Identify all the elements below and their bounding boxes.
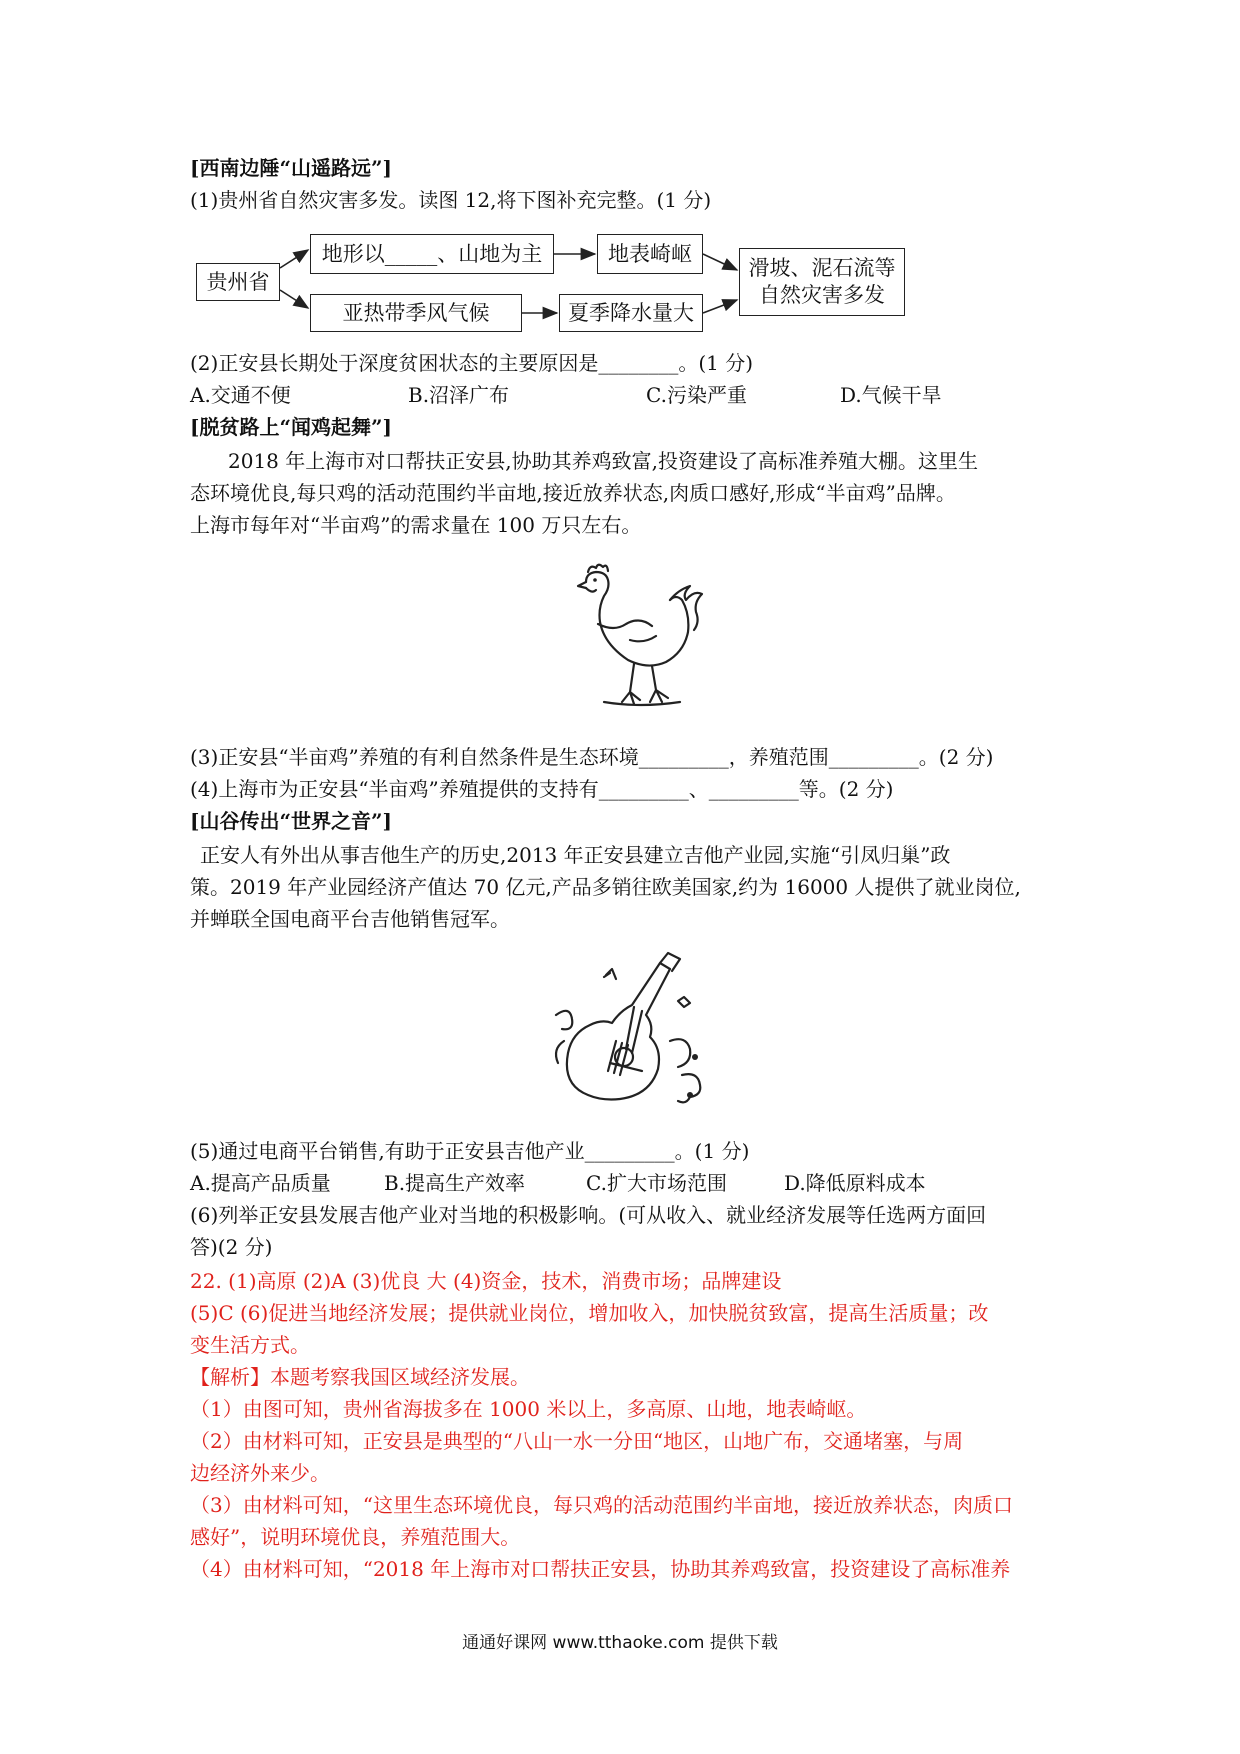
- paragraph-guitar-line3: 并蝉联全国电商平台吉他销售冠军。: [190, 907, 510, 931]
- q5-option-b: B.提高生产效率: [384, 1171, 526, 1195]
- answer-line2: (5)C (6)促进当地经济发展；提供就业岗位，增加收入，加快脱贫致富，提高生活质量；改: [190, 1301, 989, 1325]
- section-heading-guitar: [山谷传出“世界之音”]: [190, 809, 392, 833]
- answer-line1: 22. (1)高原 (2)A (3)优良 大 (4)资金，技术，消费市场；品牌建设: [190, 1269, 782, 1293]
- analysis-2-line2: 边经济外来少。: [190, 1461, 330, 1485]
- question-2: (2)正安县长期处于深度贫困状态的主要原因是________。(1 分): [190, 351, 754, 375]
- q5-option-d: D.降低原料成本: [784, 1171, 926, 1195]
- box-disasters: [739, 248, 905, 316]
- paragraph-guitar-line1: 正安人有外出从事吉他生产的历史,2013 年正安县建立吉他产业园,实施“引凤归巢”政: [200, 843, 951, 867]
- answer-line3: 变生活方式。: [190, 1333, 310, 1357]
- box-rain: 夏季降水量大: [559, 294, 703, 332]
- box-disasters-line2: 自然灾害多发: [759, 283, 885, 307]
- chicken-illustration: [570, 560, 710, 720]
- box-disasters-line1: 滑坡、泥石流等: [748, 256, 896, 280]
- analysis-3-line2: 感好”，说明环境优良，养殖范围大。: [190, 1525, 521, 1549]
- question-1: (1)贵州省自然灾害多发。读图 12,将下图补充完整。(1 分): [190, 188, 712, 212]
- q2-option-d: D.气候干旱: [840, 383, 942, 407]
- q2-option-b: B.沼泽广布: [408, 383, 510, 407]
- box-climate: 亚热带季风气候: [310, 294, 522, 332]
- question-6-line2: 答)(2 分): [190, 1235, 273, 1259]
- box-guizhou: 贵州省: [196, 263, 280, 301]
- section-heading-southwest: [西南边陲“山遥路远”]: [190, 156, 392, 180]
- paragraph-guitar-line2: 策。2019 年产业园经济产值达 70 亿元,产品多销往欧美国家,约为 16000 人提供了就业岗位,: [190, 875, 1021, 899]
- paragraph-chicken-line2: 态环境优良,每只鸡的活动范围约半亩地,接近放养状态,肉质口感好,形成“半亩鸡”品牌。: [190, 481, 956, 505]
- analysis-1: （1）由图可知，贵州省海拔多在 1000 米以上，多高原、山地，地表崎岖。: [190, 1397, 867, 1421]
- analysis-2-line1: （2）由材料可知，正安县是典型的“八山一水一分田“地区，山地广布，交通堵塞，与周: [190, 1429, 964, 1453]
- question-3: (3)正安县“半亩鸡”养殖的有利自然条件是生态环境_________，养殖范围_________。(2 分): [190, 745, 994, 769]
- analysis-3-line1: （3）由材料可知，“这里生态环境优良，每只鸡的活动范围约半亩地，接近放养状态，肉质口: [190, 1493, 1013, 1517]
- analysis-4-line1: （4）由材料可知，“2018 年上海市对口帮扶正安县，协助其养鸡致富，投资建设了高标准养: [190, 1557, 1011, 1581]
- q5-option-a: A.提高产品质量: [190, 1171, 331, 1195]
- question-6-line1: (6)列举正安县发展吉他产业对当地的积极影响。(可从收入、就业经济发展等任选两方面回: [190, 1203, 987, 1227]
- section-heading-chicken: [脱贫路上“闻鸡起舞”]: [190, 415, 392, 439]
- footer-credit: 通通好课网 www.tthaoke.com 提供下载: [462, 1633, 778, 1653]
- analysis-intro: 【解析】本题考察我国区域经济发展。: [190, 1365, 530, 1389]
- box-rugged: 地表崎岖: [597, 234, 703, 274]
- question-5: (5)通过电商平台销售,有助于正安县吉他产业_________。(1 分): [190, 1139, 750, 1163]
- q2-option-a: A.交通不便: [190, 383, 291, 407]
- q2-option-c: C.污染严重: [646, 383, 747, 407]
- question-4: (4)上海市为正安县“半亩鸡”养殖提供的支持有_________、_________等。(2 分): [190, 777, 894, 801]
- paragraph-chicken-line1: 2018 年上海市对口帮扶正安县,协助其养鸡致富,投资建设了高标准养殖大棚。这里生: [228, 449, 978, 473]
- box-terrain: 地形以_____、山地为主: [310, 234, 554, 274]
- paragraph-chicken-line3: 上海市每年对“半亩鸡”的需求量在 100 万只左右。: [190, 513, 642, 537]
- q5-option-c: C.扩大市场范围: [586, 1171, 727, 1195]
- guitar-illustration: [550, 945, 710, 1115]
